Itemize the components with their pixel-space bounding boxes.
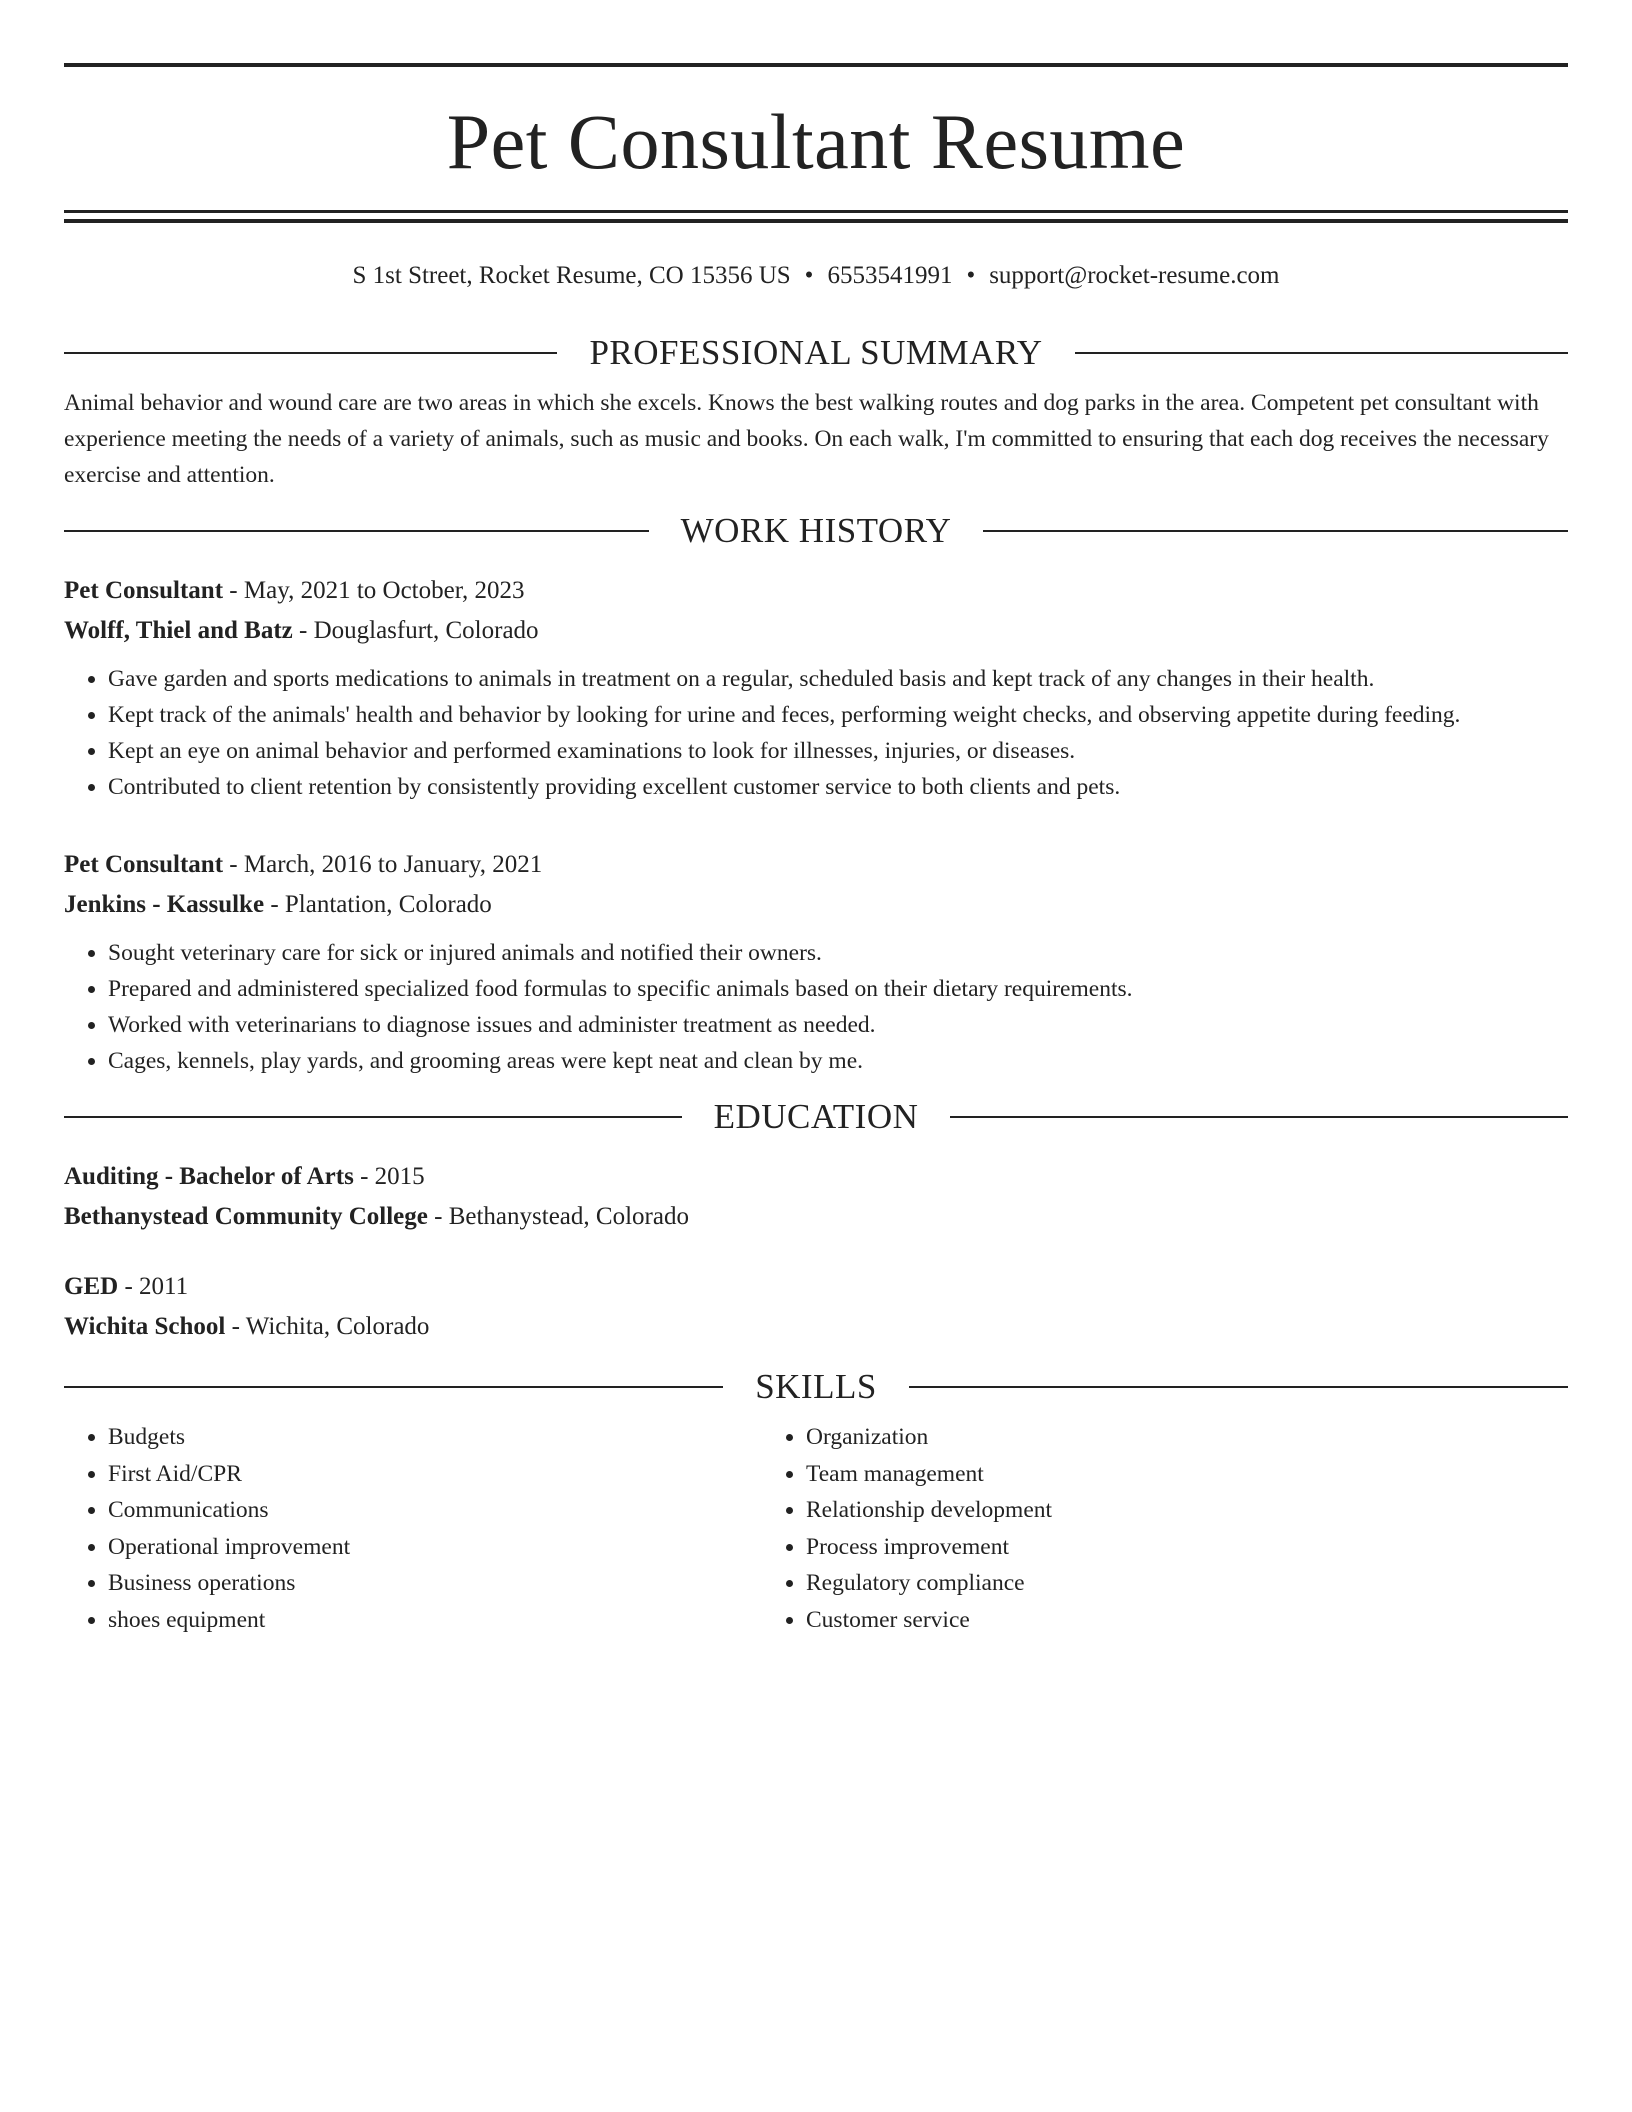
job-location: - Douglasfurt, Colorado (292, 617, 539, 644)
job-entry (64, 571, 1568, 805)
skills-list-right (762, 1419, 1052, 1638)
section-header-work (64, 509, 1568, 553)
summary-text: Animal behavior and wound care are two areas in which she excels. Knows the best walking routes and dog parks in the area. Competent pet consultant with experience meeting the needs of a variety of animals, such as music and books. On each walk, I'm committed to ensuring that each dog receives the necessary exercise and attention. (64, 390, 1549, 488)
contact-address: S 1st Street, Rocket Resume, CO 15356 US (352, 262, 791, 289)
skill-item: • Organization (806, 1419, 1052, 1456)
job-bullet: • Worked with veterinarians to diagnose issues and administer treatment as needed. (108, 1007, 1568, 1043)
job-dates: - May, 2021 to October, 2023 (223, 577, 525, 604)
education-school-line (64, 1197, 1568, 1237)
skills-list-left (64, 1419, 762, 1638)
job-title: Pet Consultant (64, 577, 224, 604)
section-rule-right (950, 1116, 1568, 1118)
job-title: Pet Consultant (64, 851, 224, 878)
skill-item: • Customer service (806, 1602, 1052, 1639)
education-degree: GED (64, 1273, 119, 1300)
section-header-education (64, 1095, 1568, 1139)
job-company-line (64, 611, 1568, 651)
education-year: - 2015 (353, 1163, 425, 1190)
education-degree-line (64, 1157, 1568, 1197)
education-location: - Wichita, Colorado (225, 1313, 430, 1340)
section-rule-left (64, 352, 557, 354)
job-location: - Plantation, Colorado (264, 891, 492, 918)
education-school-line (64, 1307, 1568, 1347)
title-double-rule (64, 210, 1568, 223)
skill-item: • Team management (806, 1456, 1052, 1493)
job-bullet: • Prepared and administered specialized food formulas to specific animals based on their dietary requirements. (108, 971, 1568, 1007)
job-bullet: • Kept track of the animals' health and behavior by looking for urine and feces, performing weight checks, and observing appetite during feeding. (108, 697, 1568, 733)
job-entry (64, 845, 1568, 1079)
skill-item: • Relationship development (806, 1492, 1052, 1529)
skill-item: • Operational improvement (108, 1529, 762, 1566)
section-title-skills: SKILLS (755, 1367, 877, 1406)
skill-item: • Communications (108, 1492, 762, 1529)
section-rule-right (1075, 352, 1568, 354)
contact-separator: • (966, 262, 976, 289)
top-rule (64, 63, 1568, 67)
job-title-line (64, 845, 1568, 885)
education-year: - 2011 (118, 1273, 189, 1300)
skill-item: • Budgets (108, 1419, 762, 1456)
job-title-line (64, 571, 1568, 611)
section-rule-left (64, 1386, 723, 1388)
job-bullets (64, 661, 1568, 805)
job-dates: - March, 2016 to January, 2021 (223, 851, 543, 878)
resume-page (64, 0, 1568, 1638)
skills-columns (64, 1419, 1568, 1638)
job-bullet: • Cages, kennels, play yards, and grooming areas were kept neat and clean by me. (108, 1043, 1568, 1079)
job-bullet: • Sought veterinary care for sick or injured animals and notified their owners. (108, 935, 1568, 971)
section-title-education: EDUCATION (713, 1097, 919, 1136)
education-school: Wichita School (64, 1313, 226, 1340)
job-company-line (64, 885, 1568, 925)
job-bullet: • Kept an eye on animal behavior and performed examinations to look for illnesses, injuries, or diseases. (108, 733, 1568, 769)
job-company: Jenkins - Kassulke (64, 891, 265, 918)
contact-email: support@rocket-resume.com (989, 262, 1280, 289)
education-degree: Auditing - Bachelor of Arts (64, 1163, 354, 1190)
skill-item: • First Aid/CPR (108, 1456, 762, 1493)
page-title: Pet Consultant Resume (446, 98, 1186, 185)
section-header-summary (64, 331, 1568, 375)
section-rule-left (64, 1116, 682, 1118)
education-entry (64, 1267, 1568, 1347)
section-title-work: WORK HISTORY (680, 511, 952, 550)
section-header-skills (64, 1365, 1568, 1409)
section-title-summary: PROFESSIONAL SUMMARY (589, 333, 1043, 372)
section-rule-right (983, 530, 1568, 532)
contact-line (64, 258, 1568, 294)
job-bullet: • Contributed to client retention by consistently providing excellent customer service to both clients and pets. (108, 769, 1568, 805)
skill-item: • Regulatory compliance (806, 1565, 1052, 1602)
job-bullets (64, 935, 1568, 1079)
section-rule-right (909, 1386, 1568, 1388)
contact-phone: 6553541991 (827, 262, 953, 289)
skill-item: • Process improvement (806, 1529, 1052, 1566)
skill-item: • shoes equipment (108, 1602, 762, 1639)
skill-item: • Business operations (108, 1565, 762, 1602)
contact-separator: • (804, 262, 814, 289)
job-company: Wolff, Thiel and Batz (64, 617, 293, 644)
job-bullet: • Gave garden and sports medications to animals in treatment on a regular, scheduled basis and kept track of any changes in their health. (108, 661, 1568, 697)
education-school: Bethanystead Community College (64, 1203, 428, 1230)
education-degree-line (64, 1267, 1568, 1307)
section-rule-left (64, 530, 649, 532)
education-entry (64, 1157, 1568, 1237)
education-location: - Bethanystead, Colorado (427, 1203, 689, 1230)
